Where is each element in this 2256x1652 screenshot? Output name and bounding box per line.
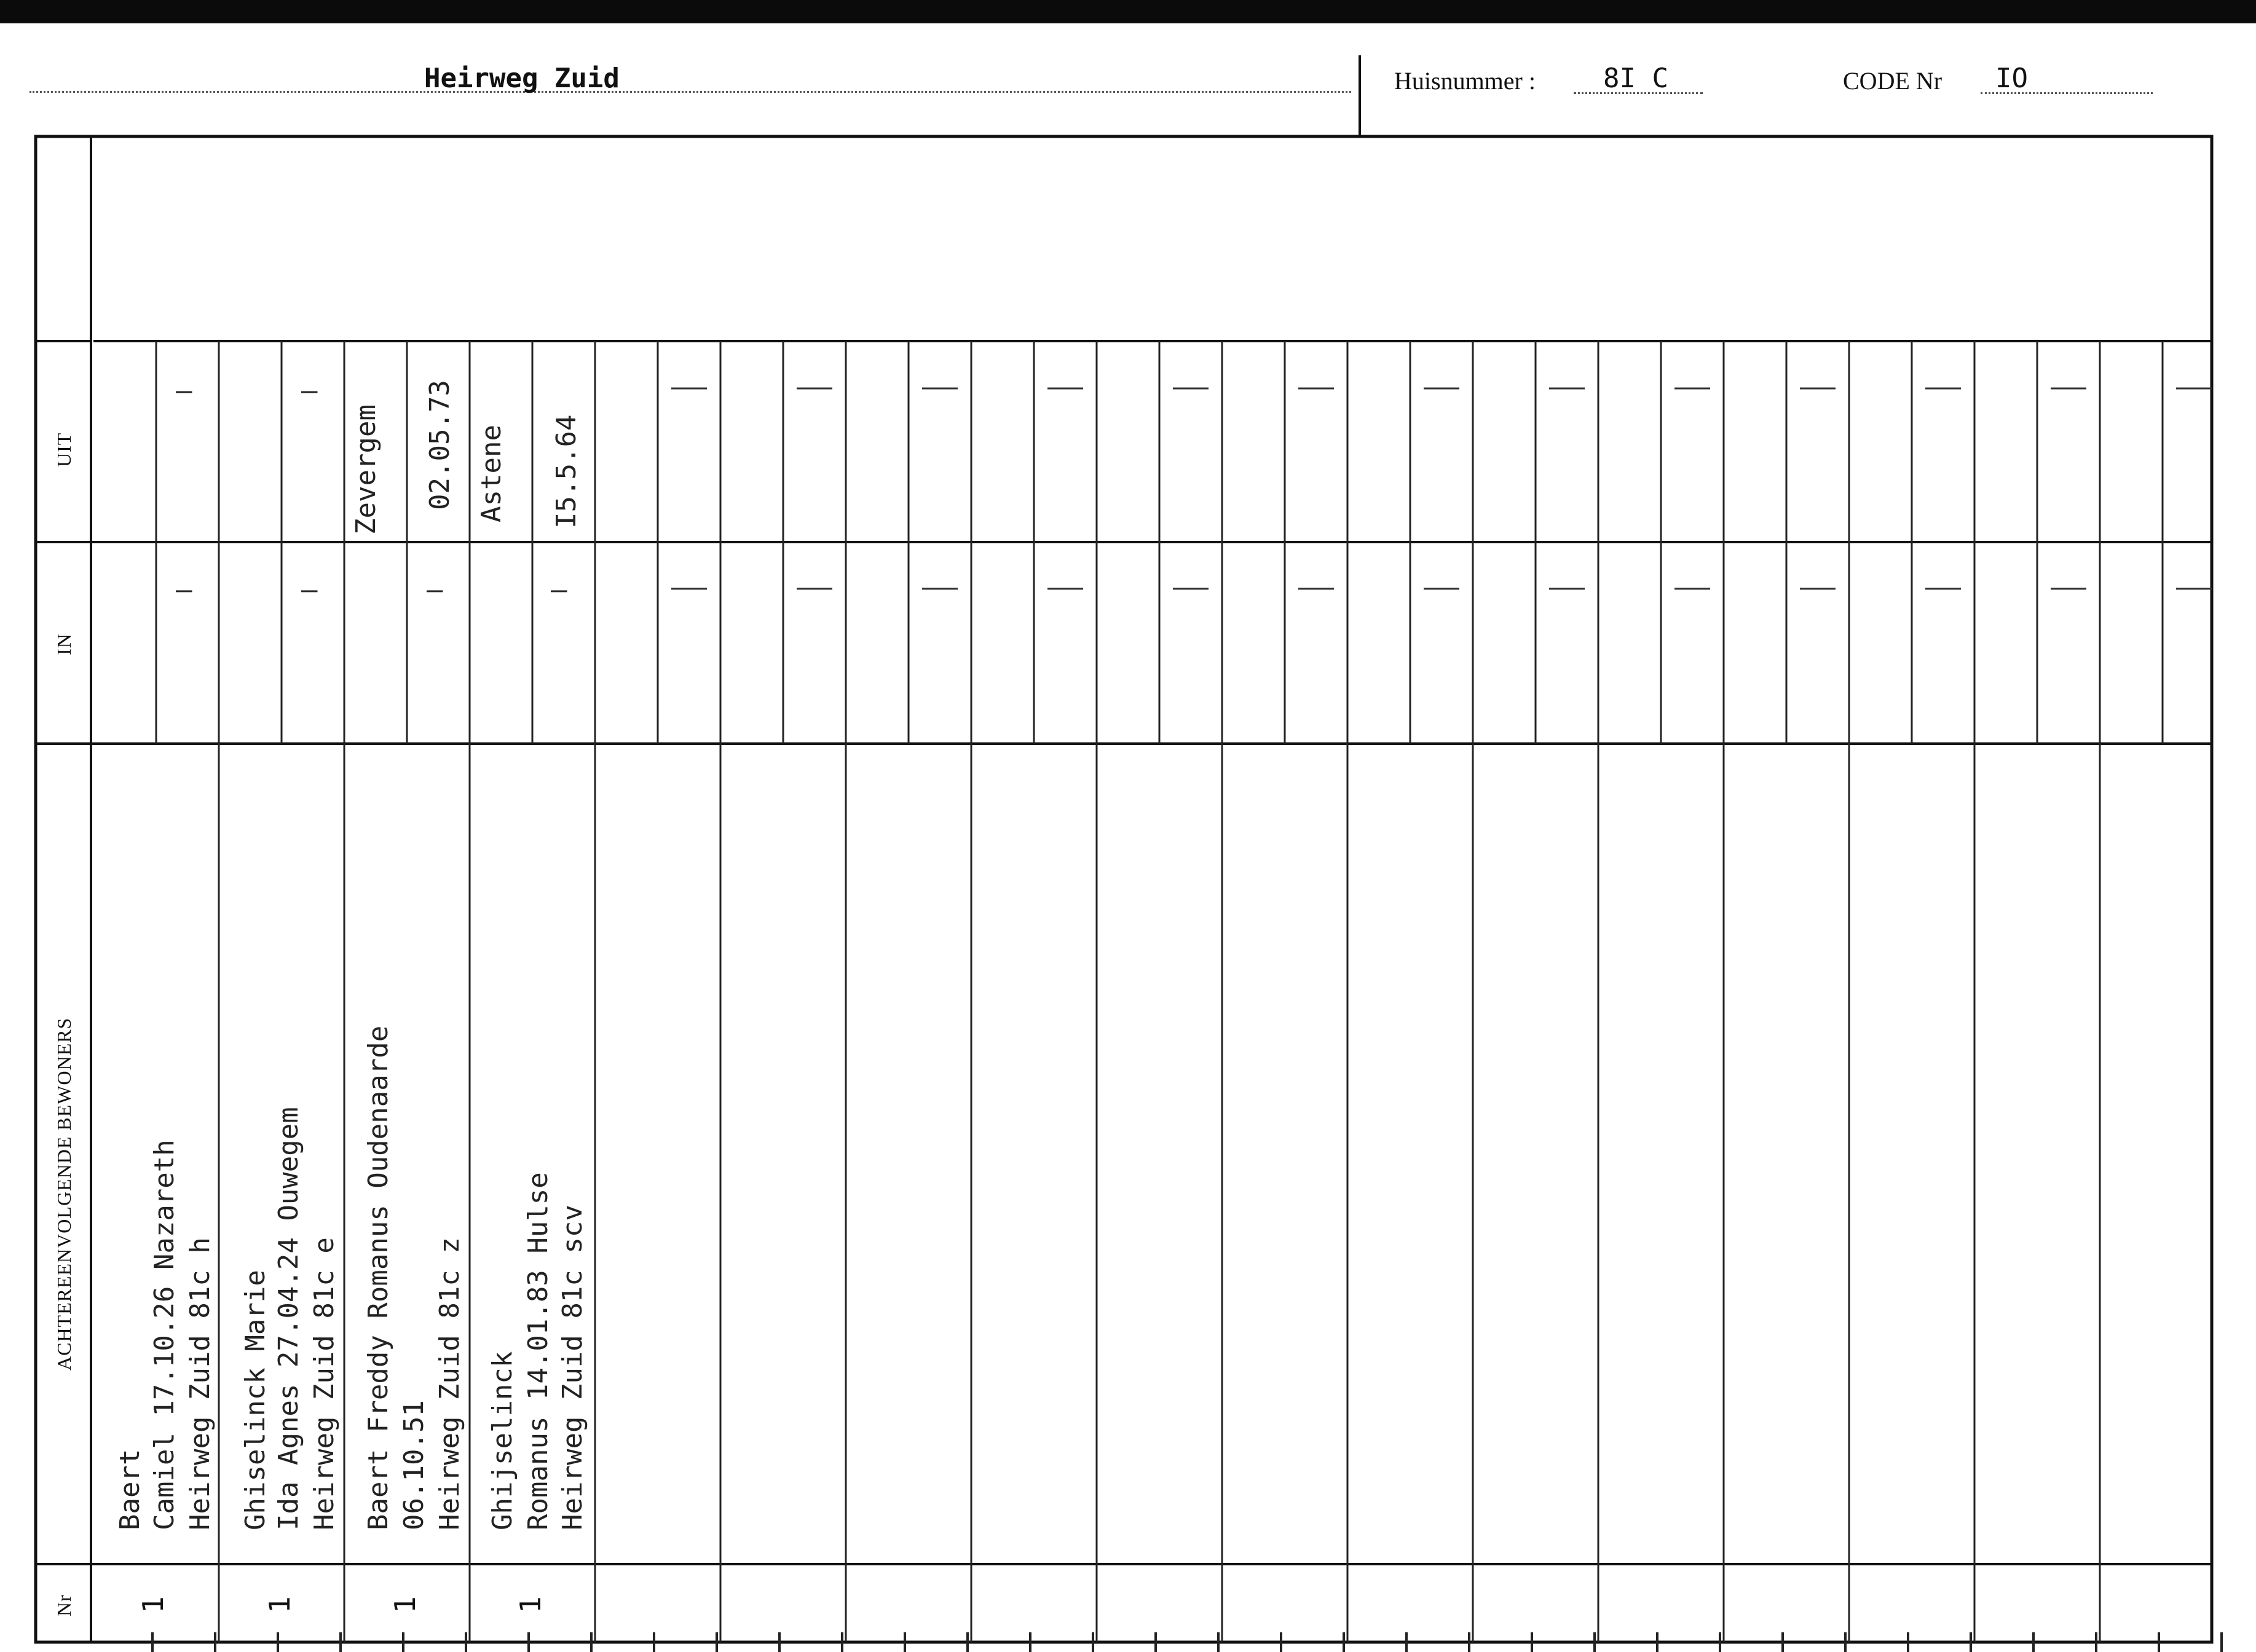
- street-name: Heirweg Zuid: [424, 63, 620, 94]
- resident-4-line-2: Romanus 14.01.83 Hulse: [523, 1172, 554, 1530]
- resident-3-line-3: Heirweg Zuid 81c z: [434, 1237, 465, 1530]
- resident-2-line-2: Ida Agnes 27.04.24 Ouwegem: [273, 1107, 304, 1530]
- resident-4-uit-date: I5.5.64: [551, 414, 582, 529]
- empty-dash-marks: [671, 388, 2212, 589]
- resident-1-line-1: Baert: [114, 1449, 146, 1530]
- resident-3-in-dash: —: [427, 574, 443, 605]
- resident-4-line-3: Heirweg Zuid 81c scv: [557, 1205, 588, 1530]
- resident-3-line-1: Baert Freddy Romanus Oudenaarde: [363, 1025, 394, 1530]
- uit-section-label: UIT: [53, 432, 75, 467]
- resident-1-line-2: Camiel 17.10.26 Nazareth: [149, 1139, 180, 1530]
- resident-2-uit-dash: —: [301, 375, 318, 406]
- huisnummer-label: Huisnummer :: [1394, 67, 1536, 95]
- resident-1-in-dash: —: [176, 574, 192, 605]
- resident-4-nr: 1: [514, 1596, 547, 1613]
- resident-3-nr: 1: [388, 1596, 422, 1613]
- resident-4-in-dash: —: [551, 574, 567, 605]
- grid-lines: [36, 55, 2212, 1642]
- resident-2-line-1: Ghiselinck Marie: [240, 1270, 271, 1530]
- resident-1-uit-dash: —: [176, 375, 192, 406]
- resident-1-line-3: Heirweg Zuid 81c h: [184, 1237, 216, 1530]
- in-section-label: IN: [53, 633, 75, 655]
- code-value: IO: [1995, 63, 2028, 94]
- bewoners-section-label: ACHTEREENVOLGENDE BEWONERS: [53, 1017, 75, 1371]
- resident-2-in-dash: —: [301, 574, 318, 605]
- resident-2-line-3: Heirweg Zuid 81c e: [309, 1237, 340, 1530]
- resident-4-uit-place: Astene: [476, 425, 507, 522]
- nr-section-label: Nr: [53, 1594, 75, 1616]
- resident-3-uit-date: 02.05.73: [424, 380, 456, 510]
- huisnummer-value: 8I C: [1603, 63, 1668, 94]
- resident-3-line-2: 06.10.51: [398, 1400, 430, 1530]
- code-label: CODE Nr: [1843, 67, 1942, 95]
- resident-4-line-1: Ghijselinck: [487, 1351, 518, 1530]
- resident-3-uit-place: Zevergem: [350, 404, 382, 535]
- resident-2-nr: 1: [263, 1596, 296, 1613]
- resident-1-nr: 1: [136, 1596, 170, 1613]
